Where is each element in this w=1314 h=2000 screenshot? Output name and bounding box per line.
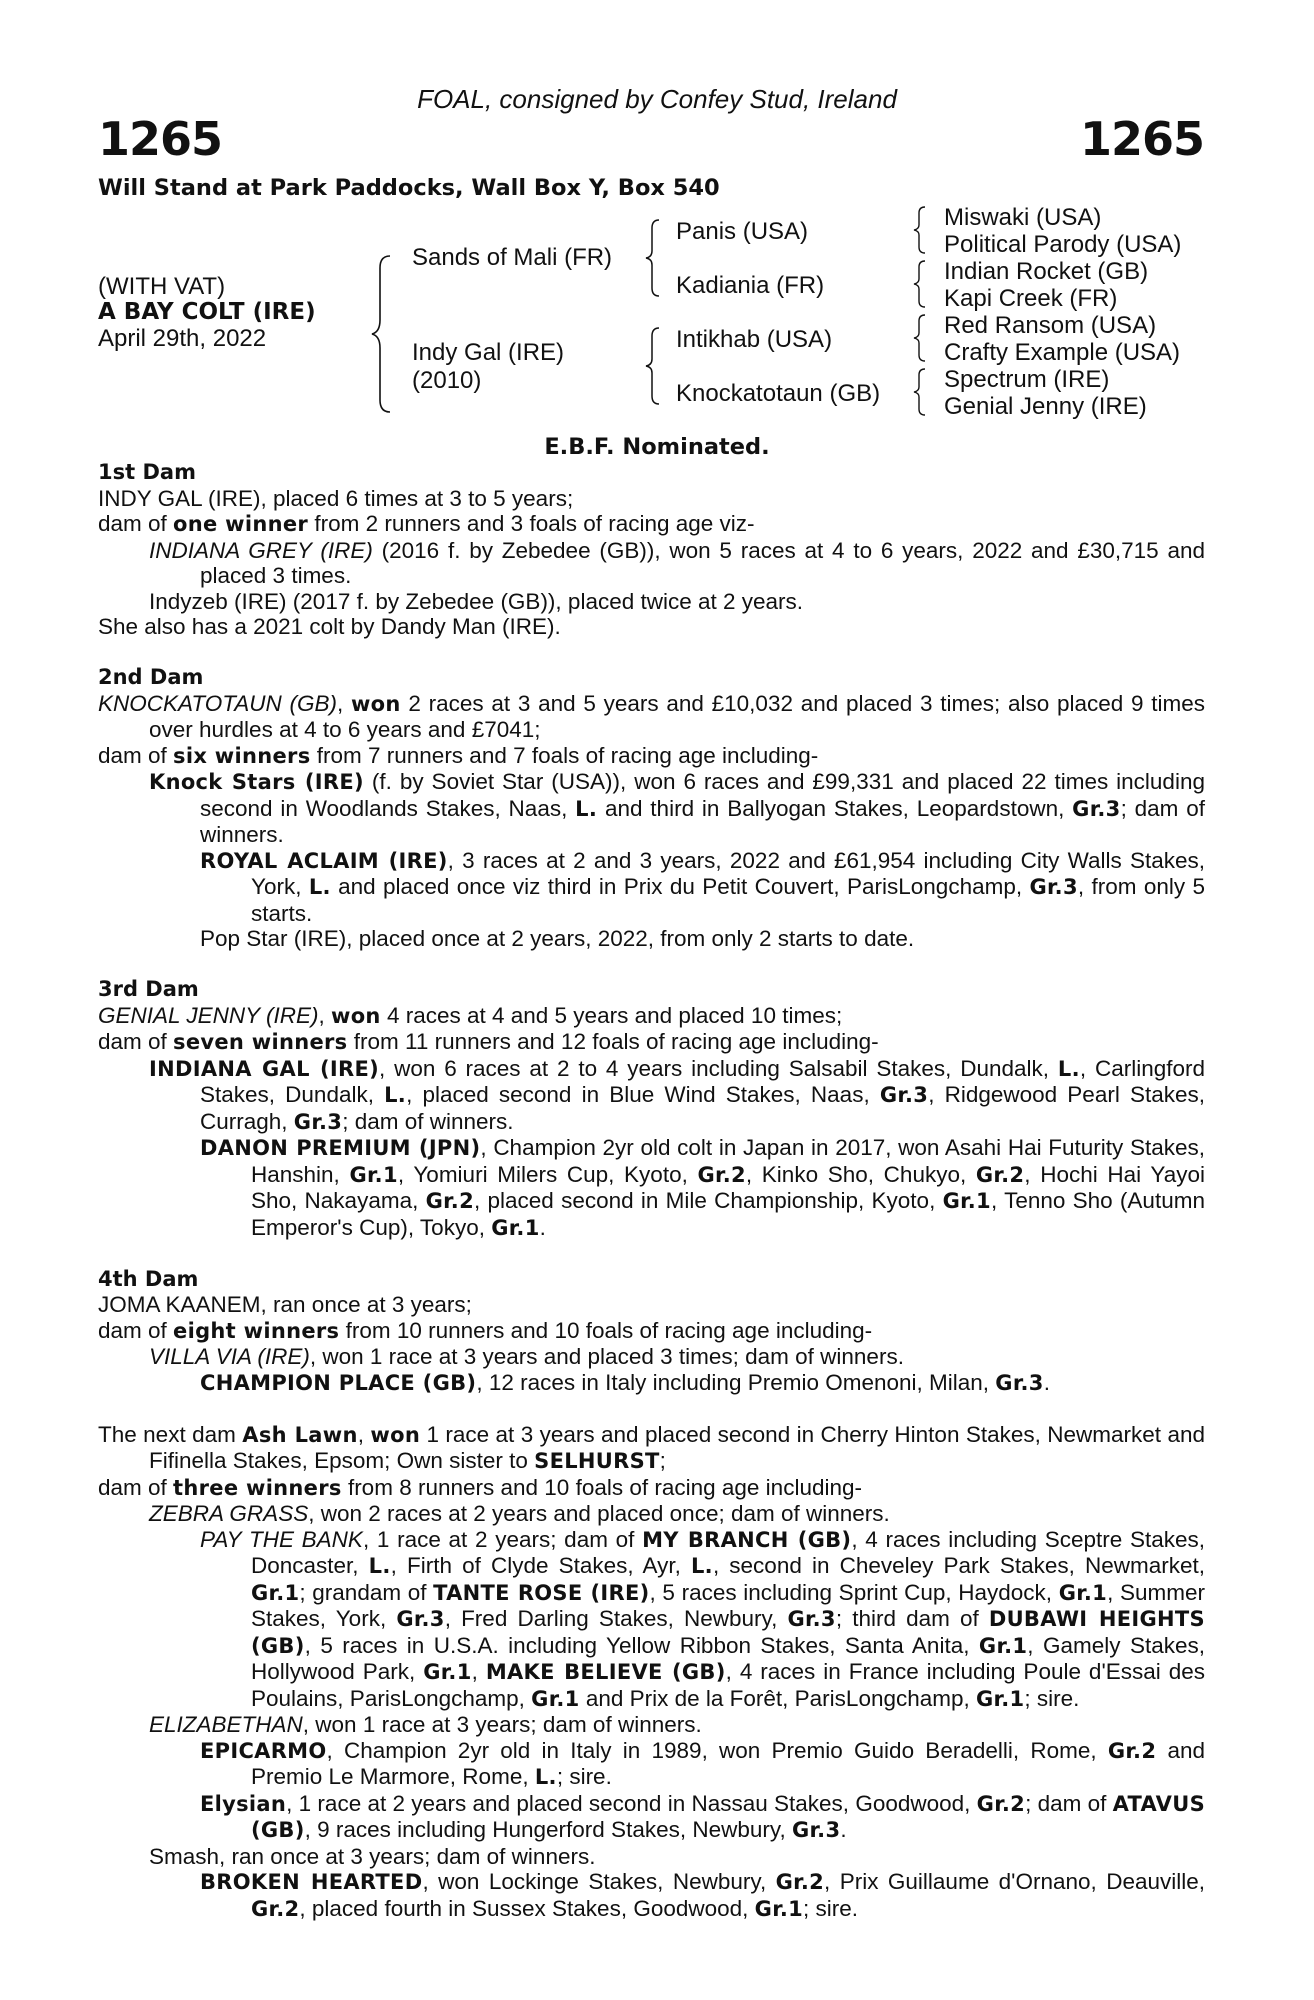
ancestor-sss: Miswaki (USA) (944, 204, 1102, 231)
text-run: , Summer Stakes, York, (251, 1579, 1205, 1631)
gen3-brace-icon (912, 313, 928, 363)
third-dam-produce: dam of seven winners from 11 runners and 12 foals of racing age including- (98, 1029, 879, 1054)
dam-name: Indy Gal (IRE) (412, 339, 565, 366)
first-dam-heading: 1st Dam (98, 460, 196, 484)
text-run: BROKEN HEARTED (200, 1870, 423, 1894)
produce-entry: INDIANA GAL (IRE), won 6 races at 2 to 4 years including Salsabil Stakes, Dundalk, L., Carlingford Stakes, Dundalk, L., placed second in Blue Wind Stakes, Naas, Gr.3, Ridgewood Pearl Stakes, Curragh, Gr.3; dam of winners. (149, 1055, 1205, 1134)
text-run: , 1 race at 2 years and placed second in Nassau Stakes, Goodwood, (286, 1790, 977, 1816)
text-run: Gr.2 (1107, 1738, 1157, 1763)
text-run: , (471, 1659, 486, 1684)
produce-entry: Pop Star (IRE), placed once at 2 years, 2022, from only 2 starts to date. (200, 926, 915, 951)
text-run: EPICARMO (200, 1738, 327, 1763)
text-run: ATAVUS (GB) (251, 1791, 1205, 1842)
text-run: L. (690, 1554, 713, 1578)
text-run: PAY THE BANK (200, 1526, 363, 1552)
ancestor-ddd: Genial Jenny (IRE) (944, 393, 1147, 420)
produce-entry (98, 1738, 1205, 1791)
text-run: ; sire. (1024, 1685, 1080, 1711)
third-dam-heading: 3rd Dam (98, 977, 199, 1001)
text-run: , Prix Guillaume d'Ornano, Deauville, (824, 1869, 1205, 1894)
stand-location: Will Stand at Park Paddocks, Wall Box Y, Box 540 (98, 175, 720, 201)
text-run: MAKE BELIEVE (GB) (485, 1660, 726, 1684)
produce-entry: ZEBRA GRASS, won 2 races at 2 years and placed once; dam of winners. (149, 1501, 890, 1526)
text-run: Gr.2 (775, 1870, 825, 1894)
produce-entry: ELIZABETHAN, won 1 race at 3 years; dam of winners. (149, 1712, 702, 1737)
produce-entry: INDIANA GREY (IRE) (2016 f. by Zebedee (GB)), won 5 races at 4 to 6 years, 2022 and £30,715 and placed 3 times. (149, 537, 1205, 588)
produce-entry: Smash, ran once at 3 years; dam of winners. (149, 1843, 596, 1869)
text-run: , 9 races including Hungerford Stakes, Newbury, (304, 1817, 792, 1842)
text-run: Gr.3 (791, 1818, 841, 1842)
ancestor-dds: Spectrum (IRE) (944, 366, 1110, 393)
produce-entry (98, 1791, 1205, 1844)
text-run: ; sire. (556, 1764, 612, 1789)
produce-entry: CHAMPION PLACE (GB), 12 races in Italy including Premio Omenoni, Milan, Gr.3. (200, 1369, 1050, 1395)
produce-entry: Indyzeb (IRE) (2017 f. by Zebedee (GB)), placed twice at 2 years. (149, 588, 804, 614)
fourth-dam-heading: 4th Dam (98, 1266, 199, 1291)
sire-dam: Kadiania (FR) (676, 272, 825, 299)
text-run: Gr.1 (531, 1686, 580, 1711)
dam-dam: Knockatotaun (GB) (676, 380, 881, 407)
second-dam-produce: dam of six winners from 7 runners and 7 foals of racing age including- (98, 742, 819, 768)
consignor-line: FOAL, consigned by Confey Stud, Ireland (417, 84, 897, 114)
text-run: and Premio Le Marmore, Rome, (251, 1737, 1206, 1789)
next-dam-produce: dam of three winners from 8 runners and 10 foals of racing age including- (98, 1474, 862, 1500)
foaling-date: April 29th, 2022 (98, 325, 267, 352)
text-run: Gr.1 (976, 1686, 1025, 1711)
produce-entry (98, 1527, 1205, 1713)
produce-entry: ROYAL ACLAIM (IRE), 3 races at 2 and 3 years, 2022 and £61,954 including City Walls Stakes, York, L. and placed once viz third in Prix du Petit Couvert, ParisLongchamp, Gr.3, from only 5 starts. (200, 847, 1205, 926)
text-run: , Fred Darling Stakes, Newbury, (444, 1606, 788, 1631)
second-dam-heading: 2nd Dam (98, 665, 204, 689)
dam-sire: Intikhab (USA) (676, 326, 833, 353)
sire-brace-icon (644, 218, 662, 298)
text-run: TANTE ROSE (IRE) (433, 1580, 650, 1605)
text-run: and Prix de la Forêt, ParisLongchamp, (579, 1685, 977, 1711)
text-run: , 4 races in France including Poule d'Essai des Poulains, ParisLongchamp, (251, 1659, 1205, 1711)
text-run: , 5 races in U.S.A. including Yellow Ribbon Stakes, Santa Anita, (304, 1632, 979, 1658)
text-run: Gr.2 (976, 1791, 1026, 1816)
ancestor-dsd: Crafty Example (USA) (944, 339, 1181, 366)
text-run: , Champion 2yr old in Italy in 1989, won Premio Guido Beradelli, Rome, (326, 1737, 1108, 1763)
gen3-brace-icon (912, 367, 928, 417)
sire-sire: Panis (USA) (676, 218, 809, 245)
produce-note: She also has a 2021 colt by Dandy Man (IRE). (98, 614, 561, 639)
text-run: Gr.3 (396, 1607, 445, 1631)
text-run: , 5 races including Sprint Cup, Haydock, (649, 1579, 1059, 1605)
produce-entry (98, 1869, 1205, 1922)
gen3-brace-icon (912, 205, 928, 255)
text-run: , second in Cheveley Park Stakes, Newmarket, (712, 1553, 1206, 1578)
third-dam-line: GENIAL JENNY (IRE), won 4 races at 4 and 5 years and placed 10 times; (98, 1002, 843, 1028)
text-run: , won Lockinge Stakes, Newbury, (422, 1869, 776, 1894)
vat-note: (WITH VAT) (98, 273, 226, 300)
text-run: Gr.1 (1058, 1580, 1108, 1605)
text-run: , Firth of Clyde Stakes, Ayr, (390, 1553, 691, 1578)
first-dam-line: INDY GAL (IRE), placed 6 times at 3 to 5 years; (98, 485, 574, 511)
ebf-nominated: E.B.F. Nominated. (544, 434, 770, 460)
fourth-dam-produce: dam of eight winners from 10 runners and 10 foals of racing age including- (98, 1317, 873, 1343)
produce-entry: DANON PREMIUM (JPN), Champion 2yr old colt in Japan in 2017, won Asahi Hai Futurity Stakes, Hanshin, Gr.1, Yomiuri Milers Cup, Kyoto, Gr.2, Kinko Sho, Chukyo, Gr.2, Hochi Hai Yayoi Sho, Nakayama, Gr.2, placed second in Mile Championship, Kyoto, Gr.1, Tenno Sho (Autumn Emperor's Cup), Tokyo, Gr.1. (200, 1135, 1205, 1240)
text-run: ; grandam of (299, 1579, 434, 1605)
ancestor-dss: Red Ransom (USA) (944, 312, 1157, 339)
lot-number-right: 1265 (1079, 112, 1204, 166)
ancestor-sdd: Kapi Creek (FR) (944, 285, 1118, 312)
produce-entry: Knock Stars (IRE) (f. by Soviet Star (USA)), won 6 races and £99,331 and placed 22 times including second in Woodlands Stakes, Naas, L. and third in Ballyogan Stakes, Leopardstown, Gr.3; dam of winners. (149, 769, 1205, 847)
dam-brace-icon (644, 326, 662, 406)
text-run: ; third dam of (835, 1606, 989, 1631)
text-run: L. (534, 1765, 557, 1789)
ancestor-sds: Indian Rocket (GB) (944, 258, 1149, 285)
text-run: , Gamely Stakes, Hollywood Park, (251, 1632, 1205, 1684)
dam-year: (2010) (412, 367, 482, 394)
text-run: Gr.1 (251, 1580, 300, 1605)
text-run: Gr.1 (423, 1660, 472, 1684)
gen3-brace-icon (912, 259, 928, 309)
text-run: , 1 race at 2 years; dam of (362, 1526, 643, 1552)
next-dam-line: The next dam Ash Lawn, won 1 race at 3 years and placed second in Cherry Hinton Stakes, Newmarket and Fifinella Stakes, Epsom; Own sister to SELHURST; (98, 1421, 1205, 1473)
catalogue-text (98, 460, 1205, 1922)
produce-entry: VILLA VIA (IRE), won 1 race at 3 years and placed 3 times; dam of winners. (149, 1344, 904, 1369)
fourth-dam-line: JOMA KAANEM, ran once at 3 years; (98, 1292, 472, 1317)
first-dam-produce: dam of one winner from 2 runners and 3 foals of racing age viz- (98, 511, 755, 536)
text-run: L. (368, 1554, 391, 1578)
text-run: , placed fourth in Sussex Stakes, Goodwood, (299, 1895, 755, 1921)
sire-name: Sands of Mali (FR) (412, 244, 613, 271)
text-run: . (840, 1817, 847, 1842)
horse-name: A BAY COLT (IRE) (98, 299, 316, 325)
text-run: Elysian (200, 1791, 287, 1816)
text-run: , 4 races including Sceptre Stakes, Doncaster, (251, 1526, 1205, 1578)
second-dam-line: KNOCKATOTAUN (GB), won 2 races at 3 and 5 years and £10,032 and placed 3 times; also placed 9 times over hurdles at 4 to 6 years and £7041; (98, 690, 1205, 742)
pedigree-brace-icon (370, 254, 394, 414)
text-run: Gr.1 (978, 1633, 1028, 1658)
text-run: Gr.2 (251, 1896, 300, 1921)
ancestor-ssd: Political Parody (USA) (944, 231, 1182, 258)
text-run: MY BRANCH (GB) (642, 1527, 852, 1552)
lot-number-left: 1265 (98, 112, 223, 166)
text-run: ; dam of (1025, 1790, 1113, 1816)
text-run: Gr.1 (754, 1896, 804, 1921)
text-run: Gr.3 (787, 1607, 836, 1631)
text-run: ; sire. (803, 1895, 859, 1921)
text-run: DUBAWI HEIGHTS (GB) (251, 1607, 1205, 1658)
